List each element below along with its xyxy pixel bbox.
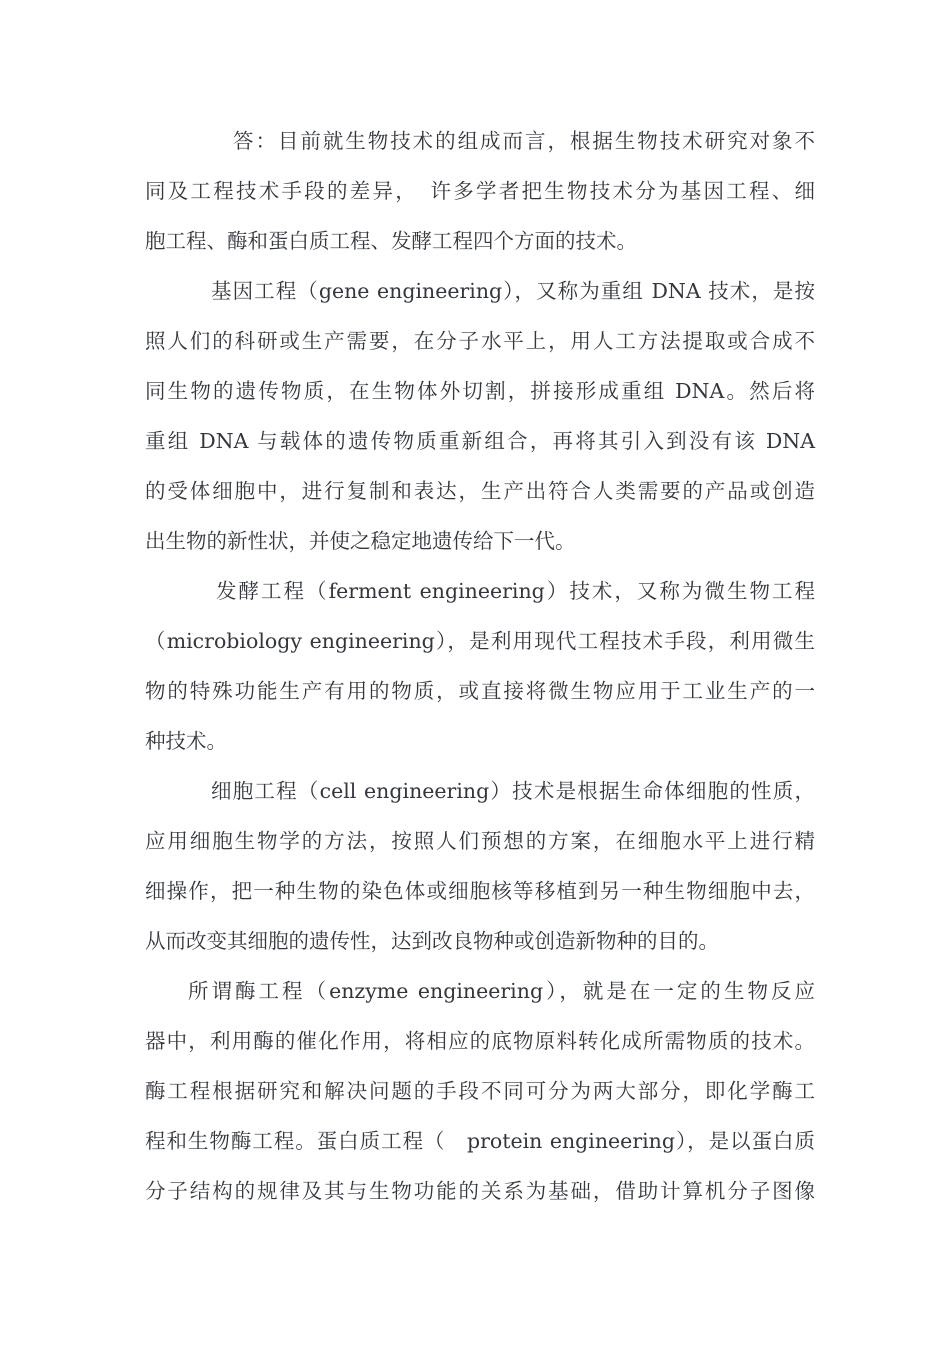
text-line: 种技术。 (145, 729, 227, 753)
text-line: 同及工程技术手段的差异， 许多学者把生物技术分为基因工程、细 (145, 179, 815, 203)
text-line: 应用细胞生物学的方法，按照人们预想的方案，在细胞水平上进行精 (145, 829, 815, 853)
text-line: 从而改变其细胞的遗传性，达到改良物种或创造新物种的目的。 (145, 929, 719, 953)
text-line: 基因工程（gene engineering），又称为重组 DNA 技术，是按 (211, 279, 815, 303)
text-line: 所谓酶工程（enzyme engineering），就是在一定的生物反应 (188, 979, 815, 1003)
text-line: 同生物的遗传物质，在生物体外切割，拼接形成重组 DNA。然后将 (145, 379, 815, 403)
paragraph-overview (145, 116, 815, 266)
text-line: 答：目前就生物技术的组成而言，根据生物技术研究对象不 (233, 129, 815, 153)
text-line: 胞工程、酶和蛋白质工程、发酵工程四个方面的技术。 (145, 229, 637, 253)
text-line: 细胞工程（cell engineering）技术是根据生命体细胞的性质， (211, 779, 815, 803)
paragraph-ferment-engineering (145, 566, 815, 766)
text-line: 程和生物酶工程。蛋白质工程（ protein engineering），是以蛋白质 (145, 1129, 815, 1153)
document-body (145, 116, 815, 1216)
text-line: 发酵工程（ferment engineering）技术，又称为微生物工程 (216, 579, 815, 603)
text-line: 照人们的科研或生产需要，在分子水平上，用人工方法提取或合成不 (145, 329, 815, 353)
paragraph-enzyme-engineering (145, 966, 815, 1216)
text-line: （microbiology engineering），是利用现代工程技术手段，利用微生 (145, 629, 815, 653)
paragraph-cell-engineering (145, 766, 815, 966)
text-line: 物的特殊功能生产有用的物质，或直接将微生物应用于工业生产的一 (145, 679, 815, 703)
text-line: 酶工程根据研究和解决问题的手段不同可分为两大部分，即化学酶工 (145, 1079, 815, 1103)
paragraph-gene-engineering (145, 266, 815, 566)
text-line: 的受体细胞中，进行复制和表达，生产出符合人类需要的产品或创造 (145, 479, 815, 503)
text-line: 器中，利用酶的催化作用，将相应的底物原料转化成所需物质的技术。 (145, 1029, 815, 1053)
text-line: 细操作，把一种生物的染色体或细胞核等移植到另一种生物细胞中去， (145, 879, 815, 903)
text-line: 分子结构的规律及其与生物功能的关系为基础，借助计算机分子图像 (145, 1179, 815, 1203)
text-line: 出生物的新性状，并使之稳定地遗传给下一代。 (145, 529, 576, 553)
text-line: 重组 DNA 与载体的遗传物质重新组合，再将其引入到没有该 DNA (145, 429, 815, 453)
